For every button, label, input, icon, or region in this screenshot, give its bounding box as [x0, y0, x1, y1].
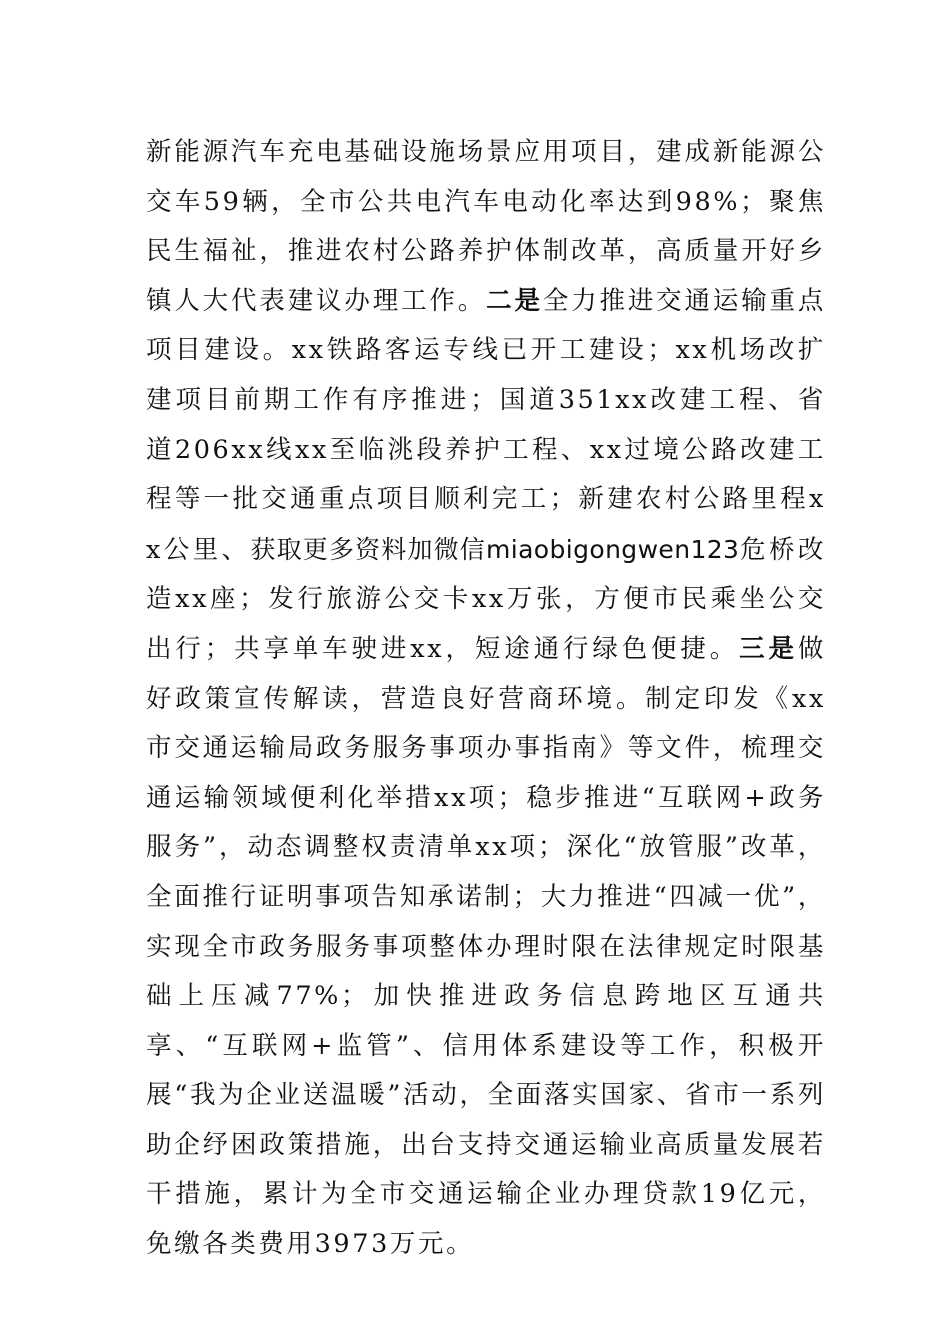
- paragraph-segment-4: 做好政策宣传解读，营造良好营商环境。制定印发《xx市交通运输局政务服务事项办事指南》等文件，梳理交通运输领域便利化举措xx项；稳步推进“互联网+政务服务”，动态调整权责清单xx项；深化“放管服”改革，全面推行证明事项告知承诺制；大力推进“四减一优”，实现全市政务服务事项整体办理时限在法律规定时限基础上压减77%；加快推进政务信息跨地区互通共享、“互联网+监管”、信用体系建设等工作，积极开展“我为企业送温暖”活动，全面落实国家、省市一系列助企纾困政策措施，出台支持交通运输业高质量发展若干措施，累计为全市交通运输企业办理贷款19亿元，免缴各类费用3973万元。: [146, 633, 826, 1260]
- paragraph-segment-1: 新能源汽车充电基础设施场景应用项目，建成新能源公交车59辆，全市公共电汽车电动化率达到98%；聚焦民生福祉，推进农村公路养护体制改革，高质量开好乡镇人大代表建议办理工作。: [146, 137, 826, 316]
- bold-lead-two: 二是: [486, 285, 543, 316]
- paragraph-segment-2: 全力推进交通运输重点项目建设。xx铁路客运专线已开工建设；xx机场改扩建项目前期工作有序推进；国道351xx改建工程、省道206xx线xx至临洮段养护工程、xx过境公路改建工程等一批交通重点项目顺利完工；新建农村公路里程xx公里、: [146, 285, 826, 565]
- bold-lead-three: 三是: [739, 633, 798, 664]
- paragraph-segment-3: 危桥改造xx座；发行旅游公交卡xx万张，方便市民乘坐公交出行；共享单车驶进xx，短途通行绿色便捷。: [146, 534, 827, 664]
- body-paragraph: [146, 128, 826, 1270]
- promo-text: 获取更多资料加微信miaobigongwen123: [250, 534, 740, 564]
